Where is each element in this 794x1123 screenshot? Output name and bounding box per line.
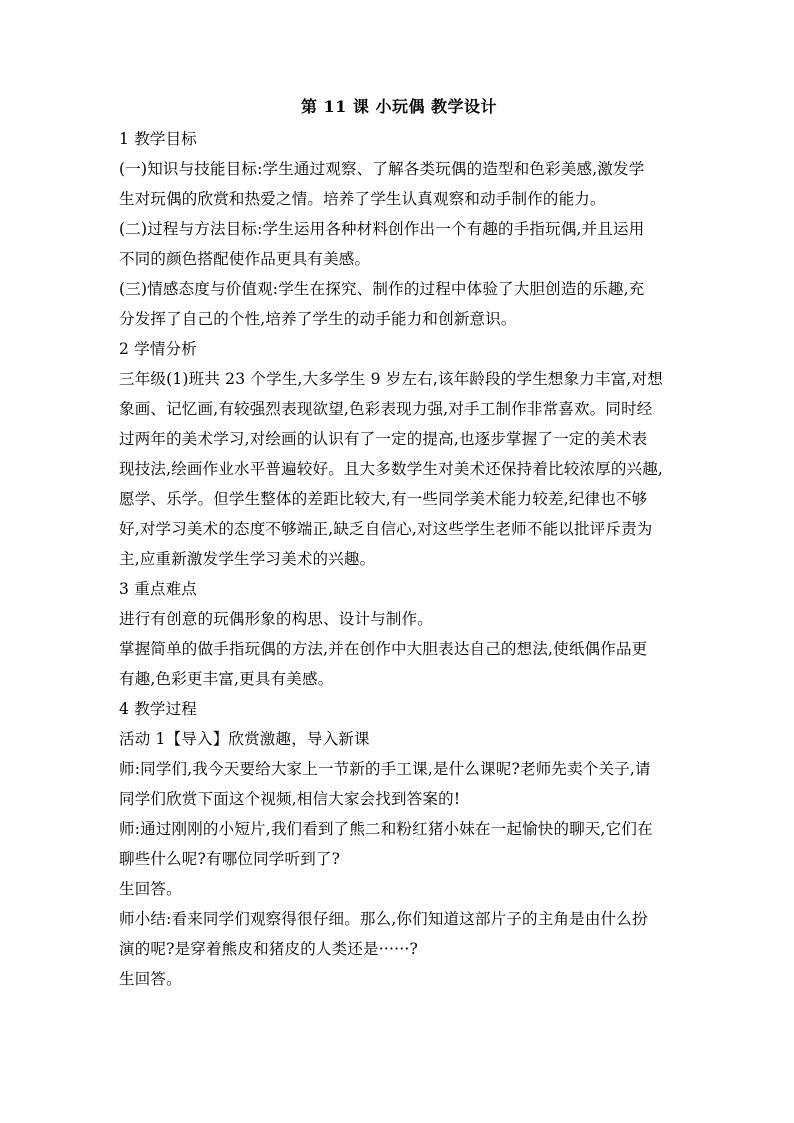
document-title: 第 11 课 小玩偶 教学设计 [300,97,498,116]
text-line: 生回答。 [119,880,182,898]
text-line: 有趣,色彩更丰富,更具有美感。 [119,670,334,688]
text-line: 师小结:看来同学们观察得很仔细。那么,你们知道这部片子的主角是由什么扮 [119,910,648,928]
document-page [119,94,679,994]
text-line: 师:同学们,我今天要给大家上一节新的手工课,是什么课呢?老师先卖个关子,请 [119,760,651,778]
text-line: 师:通过刚刚的小短片,我们看到了熊二和粉红猪小妹在一起愉快的聊天,它们在 [119,820,653,838]
text-line: 聊些什么呢?有哪位同学听到了? [119,850,341,868]
text-line: 三年级(1)班共 23 个学生,大多学生 9 岁左右,该年龄段的学生想象力丰富,对想 [119,370,663,388]
document-body [119,124,679,994]
section-heading-objectives: 1 教学目标 [119,130,197,148]
text-line: (二)过程与方法目标:学生运用各种材料创作出一个有趣的手指玩偶,并且运用 [119,220,645,238]
section-heading-process: 4 教学过程 [119,700,197,718]
text-line: 演的呢?是穿着熊皮和猪皮的人类还是······? [119,940,418,958]
text-line: 过两年的美术学习,对绘画的认识有了一定的提高,也逐步掌握了一定的美术表 [119,430,648,448]
text-line: 生回答。 [119,970,182,988]
text-line: 生对玩偶的欣赏和热爱之情。培养了学生认真观察和动手制作的能力。 [119,190,606,208]
text-line: 分发挥了自己的个性,培养了学生的动手能力和创新意识。 [119,310,517,328]
text-line: 好,对学习美术的态度不够端正,缺乏自信心,对这些学生老师不能以批评斥责为 [119,520,653,538]
text-line: (三)情感态度与价值观:学生在探究、制作的过程中体验了大胆创造的乐趣,充 [119,280,645,298]
text-line: 进行有创意的玩偶形象的构思、设计与制作。 [119,610,434,628]
text-line: 愿学、乐学。但学生整体的差距比较大,有一些同学美术能力较差,纪律也不够 [119,490,648,508]
activity-heading: 活动 1【导入】欣赏激趣，导入新课 [119,730,370,748]
text-line: 现技法,绘画作业水平普遍较好。且大多数学生对美术还保持着比较浓厚的兴趣, [119,460,664,478]
text-line: 掌握简单的做手指玩偶的方法,并在创作中大胆表达自己的想法,使纸偶作品更 [119,640,648,658]
text-line: 象画、记忆画,有较强烈表现欲望,色彩表现力强,对手工制作非常喜欢。同时经 [119,400,653,418]
text-line: 同学们欣赏下面这个视频,相信大家会找到答案的! [119,790,461,808]
text-line: 主,应重新激发学生学习美术的兴趣。 [119,550,376,568]
text-line: (一)知识与技能目标:学生通过观察、了解各类玩偶的造型和色彩美感,激发学 [119,160,645,178]
text-line: 不同的颜色搭配使作品更具有美感。 [119,250,371,268]
section-heading-key-points: 3 重点难点 [119,580,197,598]
section-heading-analysis: 2 学情分析 [119,340,197,358]
